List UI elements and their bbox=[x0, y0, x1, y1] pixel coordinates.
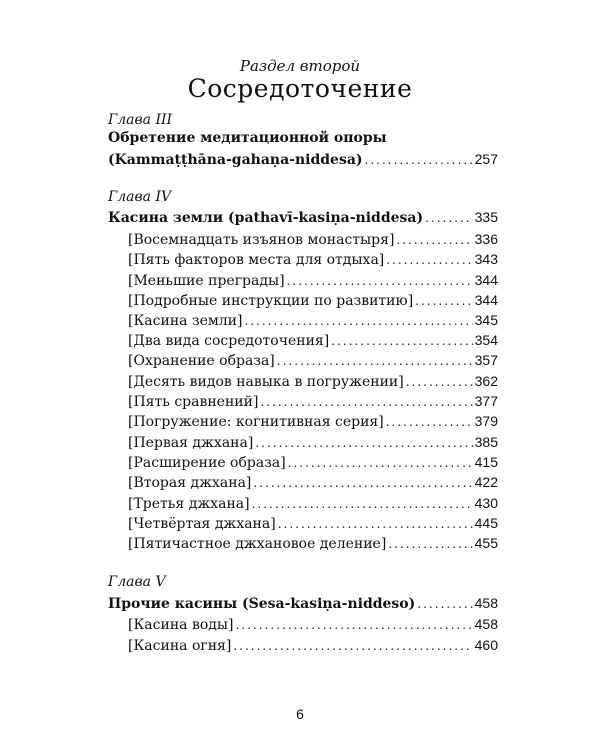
toc-item bbox=[128, 636, 498, 656]
toc-item bbox=[128, 453, 498, 473]
chapter-5-title: Прочие касины (Sesa-kasiṇa-niddeso) bbox=[108, 596, 416, 612]
chapter-3-entry bbox=[108, 150, 498, 170]
toc-item bbox=[128, 433, 498, 453]
toc-item bbox=[128, 331, 498, 351]
dot-leader bbox=[255, 434, 472, 453]
toc-item-label: [Погружение: когнитивная серия] bbox=[128, 414, 384, 430]
chapter-5-heading: Глава V bbox=[108, 574, 166, 590]
toc-item bbox=[128, 412, 498, 432]
chapter-3-title-line2: (Kammaṭṭhāna-gahaṇa-niddesa) bbox=[108, 152, 363, 168]
dot-leader bbox=[260, 393, 472, 412]
toc-item-label: [Охранение образа] bbox=[128, 353, 275, 369]
page-ref: 344 bbox=[474, 272, 498, 288]
page-ref: 379 bbox=[474, 413, 498, 429]
toc-item bbox=[128, 250, 498, 270]
dot-leader bbox=[253, 474, 472, 493]
toc-item bbox=[128, 534, 498, 554]
toc-item bbox=[128, 615, 498, 635]
dot-leader bbox=[277, 352, 473, 371]
toc-item-label: [Расширение образа] bbox=[128, 455, 286, 471]
toc-item-label: [Третья джхана] bbox=[128, 496, 250, 512]
toc-item bbox=[128, 351, 498, 371]
toc-item bbox=[128, 494, 498, 514]
section-title: Сосредоточение bbox=[187, 74, 413, 103]
toc-item-label: [Первая джхана] bbox=[128, 435, 254, 451]
dot-leader bbox=[233, 637, 472, 656]
page-ref: 357 bbox=[474, 352, 498, 368]
dot-leader bbox=[425, 209, 473, 228]
page-ref: 377 bbox=[474, 393, 498, 409]
page-ref: 385 bbox=[474, 434, 498, 450]
chapter-4-title: Касина земли (pathavī-kasiṇa-niddesa) bbox=[108, 210, 424, 226]
section-label: Раздел второй bbox=[239, 57, 361, 75]
page-ref: 345 bbox=[474, 312, 498, 328]
toc-item-label: [Два вида сосредоточения] bbox=[128, 333, 330, 349]
dot-leader bbox=[417, 595, 472, 614]
toc-item-label: [Четвёртая джхана] bbox=[128, 516, 276, 532]
dot-leader bbox=[415, 292, 472, 311]
dot-leader bbox=[365, 151, 473, 170]
chapter-4-entry bbox=[108, 208, 498, 228]
chapter-4-heading: Глава IV bbox=[108, 189, 172, 205]
toc-item bbox=[128, 311, 498, 331]
toc-item-label: [Касина земли] bbox=[128, 313, 243, 329]
toc-item-label: [Пять сравнений] bbox=[128, 394, 259, 410]
dot-leader bbox=[386, 413, 473, 432]
toc-item bbox=[128, 372, 498, 392]
chapter-3-heading: Глава III bbox=[108, 112, 173, 128]
toc-item-label: [Меньшие преграды] bbox=[128, 273, 285, 289]
page-ref: 458 bbox=[474, 616, 498, 632]
toc-item bbox=[128, 473, 498, 493]
dot-leader bbox=[278, 515, 473, 534]
toc-item-label: [Пять факторов места для отдыха] bbox=[128, 252, 385, 268]
page-ref: 445 bbox=[474, 515, 498, 531]
page-ref: 460 bbox=[474, 637, 498, 653]
dot-leader bbox=[386, 251, 472, 270]
dot-leader bbox=[331, 332, 472, 351]
toc-item bbox=[128, 392, 498, 412]
toc-item bbox=[128, 230, 498, 250]
page-ref: 415 bbox=[474, 454, 498, 470]
dot-leader bbox=[252, 495, 473, 514]
dot-leader bbox=[406, 373, 473, 392]
toc-item-label: [Десять видов навыка в погружении] bbox=[128, 374, 404, 390]
page-ref: 458 bbox=[474, 595, 498, 611]
dot-leader bbox=[396, 231, 472, 250]
page-ref: 354 bbox=[474, 332, 498, 348]
page-ref: 257 bbox=[474, 151, 498, 167]
dot-leader bbox=[235, 616, 472, 635]
page-ref: 335 bbox=[474, 209, 498, 225]
page-ref: 430 bbox=[474, 495, 498, 511]
dot-leader bbox=[388, 535, 472, 554]
dot-leader bbox=[244, 312, 472, 331]
chapter-5-entry bbox=[108, 594, 498, 614]
toc-item-label: [Пятичастное джхановое деление] bbox=[128, 536, 387, 552]
page-ref: 362 bbox=[474, 373, 498, 389]
toc-item-label: [Подробные инструкции по развитию] bbox=[128, 293, 414, 309]
toc-item-label: [Касина воды] bbox=[128, 617, 234, 633]
dot-leader bbox=[288, 454, 473, 473]
toc-item bbox=[128, 291, 498, 311]
toc-item-label: [Касина огня] bbox=[128, 638, 232, 654]
toc-item-label: [Вторая джхана] bbox=[128, 475, 252, 491]
toc-item bbox=[128, 514, 498, 534]
page-ref: 336 bbox=[474, 231, 498, 247]
page-ref: 422 bbox=[474, 474, 498, 490]
dot-leader bbox=[287, 272, 473, 291]
chapter-3-title: Обретение медитационной опоры bbox=[108, 130, 387, 146]
page-ref: 455 bbox=[474, 535, 498, 551]
toc-item-label: [Восемнадцать изъянов монастыря] bbox=[128, 232, 395, 248]
page-number: 6 bbox=[296, 706, 304, 722]
toc-item bbox=[128, 271, 498, 291]
page-ref: 343 bbox=[474, 251, 498, 267]
page-ref: 344 bbox=[474, 292, 498, 308]
